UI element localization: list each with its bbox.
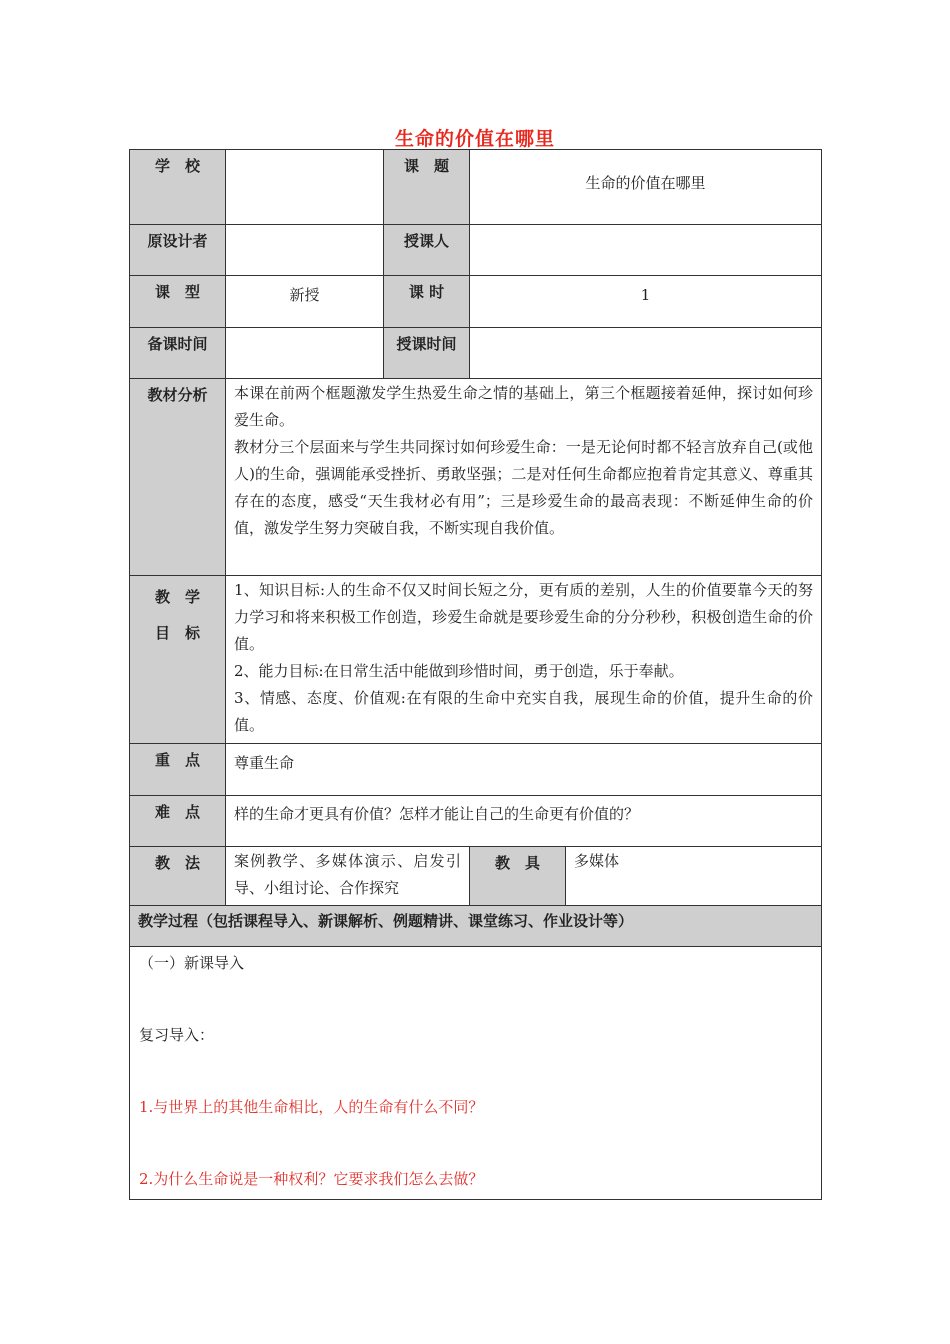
row-analysis	[130, 379, 822, 576]
key-point-value: 尊重生命	[226, 744, 822, 796]
type-label: 课 型	[130, 276, 226, 328]
row-difficulty	[130, 796, 822, 847]
goals-label	[130, 576, 226, 744]
analysis-content	[226, 379, 822, 576]
goal-emotion: 3、情感、态度、价值观:在有限的生命中充实自我，展现生命的价值，提升生命的价值。	[234, 689, 814, 734]
prep-time-value	[226, 328, 384, 379]
row-process-header	[130, 906, 822, 947]
process-question-1: 1.与世界上的其他生命相比，人的生命有什么不同？	[139, 1098, 484, 1116]
tools-label: 教 具	[470, 847, 566, 906]
designer-label: 原设计者	[130, 225, 226, 276]
analysis-label: 教材分析	[130, 379, 226, 576]
method-value: 案例教学、多媒体演示、启发引导、小组讨论、合作探究	[226, 847, 470, 906]
teach-time-value	[470, 328, 822, 379]
row-key-point	[130, 744, 822, 796]
difficulty-value: 样的生命才更具有价值？怎样才能让自己的生命更有价值的？	[226, 796, 822, 847]
analysis-paragraph-2: 教材分三个层面来与学生共同探讨如何珍爱生命：一是无论何时都不轻言放弃自己(或他人)的生命，强调能承受挫折、勇敢坚强；二是对任何生命都应抱着肯定其意义、尊重其存在的态度，感受“天生我材必有用”；三是珍爱生命的最高表现：不断延伸生命的价值，激发学生努力突破自我，不断实现自我价值。	[234, 438, 814, 537]
process-header: 教学过程（包括课程导入、新课解析、例题精讲、课堂练习、作业设计等）	[130, 906, 822, 947]
goal-knowledge: 1、知识目标:人的生命不仅又时间长短之分，更有质的差别，人生的价值要靠今天的努力学习和将来积极工作创造，珍爱生命就是要珍爱生命的分分秒秒，积极创造生命的价值。	[234, 581, 814, 653]
row-method	[130, 847, 822, 906]
row-goals	[130, 576, 822, 744]
row-time	[130, 328, 822, 379]
row-designer	[130, 225, 822, 276]
process-content	[130, 947, 822, 1200]
method-label: 教 法	[130, 847, 226, 906]
goals-label-line-1: 教 学	[154, 588, 200, 606]
prep-time-label: 备课时间	[130, 328, 226, 379]
difficulty-label: 难 点	[130, 796, 226, 847]
type-value: 新授	[226, 276, 384, 328]
goals-content	[226, 576, 822, 744]
process-section-intro: （一）新课导入	[139, 954, 245, 972]
row-school	[130, 150, 822, 225]
row-type	[130, 276, 822, 328]
page-title: 生命的价值在哪里	[394, 128, 555, 150]
goals-label-line-2: 目 标	[154, 624, 200, 642]
process-review: 复习导入：	[139, 1026, 215, 1044]
teacher-label: 授课人	[384, 225, 470, 276]
school-label: 学 校	[130, 150, 226, 225]
key-point-label: 重 点	[130, 744, 226, 796]
topic-value: 生命的价值在哪里	[470, 150, 822, 225]
designer-value	[226, 225, 384, 276]
teacher-value	[470, 225, 822, 276]
topic-label: 课 题	[384, 150, 470, 225]
analysis-paragraph-1: 本课在前两个框题激发学生热爱生命之情的基础上，第三个框题接着延伸，探讨如何珍爱生命。	[234, 384, 814, 429]
row-process	[130, 947, 822, 1200]
tools-value: 多媒体	[566, 847, 822, 906]
lesson-plan-table	[129, 149, 822, 1200]
teach-time-label: 授课时间	[384, 328, 470, 379]
process-question-2: 2.为什么生命说是一种权利？它要求我们怎么去做？	[139, 1170, 484, 1188]
hours-value: 1	[470, 276, 822, 328]
hours-label: 课 时	[384, 276, 470, 328]
school-value	[226, 150, 384, 225]
goal-ability: 2、能力目标:在日常生活中能做到珍惜时间，勇于创造，乐于奉献。	[234, 662, 684, 680]
